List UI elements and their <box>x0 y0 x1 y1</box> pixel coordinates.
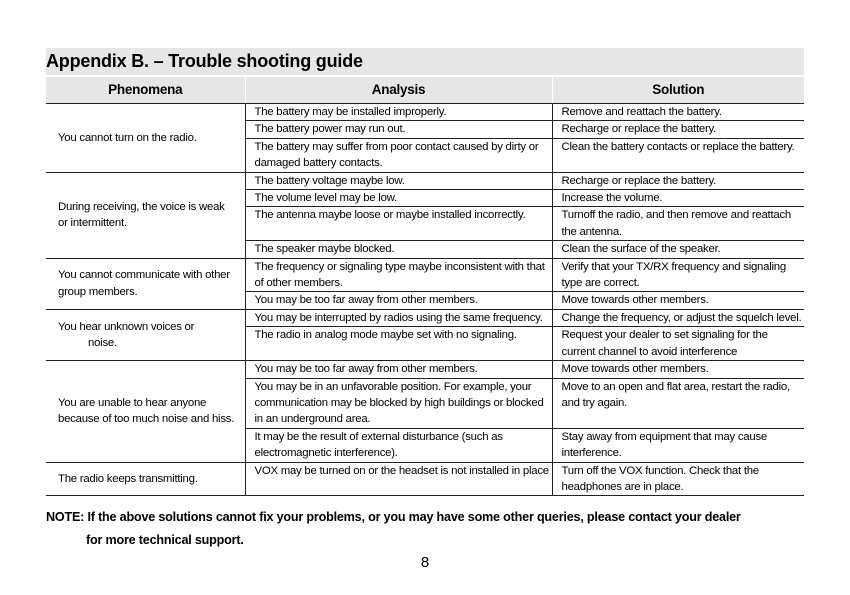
phenomenon-cell <box>46 309 245 360</box>
analysis-cell: The volume level may be low. <box>245 190 552 207</box>
solution-cell: Turnoff the radio, and then remove and reattach the antenna. <box>552 207 804 241</box>
analysis-cell: The battery may be installed improperly. <box>245 104 552 121</box>
solution-cell: Clean the surface of the speaker. <box>552 241 804 258</box>
solution-cell: Move towards other members. <box>552 361 804 378</box>
column-header-solution: Solution <box>552 77 804 104</box>
solution-cell: Change the frequency, or adjust the squelch level. <box>552 309 804 326</box>
phenomenon-line: noise. <box>88 336 117 349</box>
analysis-cell: You may be too far away from other members. <box>245 292 552 309</box>
analysis-cell: You may be in an unfavorable position. For example, your communication may be blocked by high buildings or blocked in an underground area. <box>245 378 552 428</box>
phenomenon-cell: You cannot turn on the radio. <box>46 104 245 173</box>
column-header-phenomena: Phenomena <box>46 77 245 104</box>
solution-cell: Remove and reattach the battery. <box>552 104 804 121</box>
analysis-cell: The battery voltage maybe low. <box>245 172 552 189</box>
solution-cell: Increase the volume. <box>552 190 804 207</box>
table-row <box>46 361 804 378</box>
table-row <box>46 258 804 292</box>
analysis-cell: The battery power may run out. <box>245 121 552 138</box>
note-text: NOTE: If the above solutions cannot fix your problems, or you may have some other queries, please contact your dealer <box>46 510 741 524</box>
analysis-cell: The speaker maybe blocked. <box>245 241 552 258</box>
phenomenon-line: You hear unknown voices or <box>58 320 195 333</box>
solution-cell: Recharge or replace the battery. <box>552 121 804 138</box>
analysis-cell: The antenna maybe loose or maybe installed incorrectly. <box>245 207 552 241</box>
analysis-cell: The frequency or signaling type maybe inconsistent with that of other members. <box>245 258 552 292</box>
solution-cell: Turn off the VOX function. Check that the headphones are in place. <box>552 462 804 496</box>
table-row <box>46 172 804 189</box>
table-header-row <box>46 77 804 104</box>
solution-cell: Request your dealer to set signaling for the current channel to avoid interference <box>552 327 804 361</box>
phenomenon-cell: The radio keeps transmitting. <box>46 462 245 496</box>
analysis-cell: You may be too far away from other members. <box>245 361 552 378</box>
phenomenon-cell: You cannot communicate with other group members. <box>46 258 245 309</box>
solution-cell: Clean the battery contacts or replace the battery. <box>552 138 804 172</box>
table-row <box>46 309 804 326</box>
troubleshooting-table <box>46 77 804 496</box>
analysis-cell: It may be the result of external disturbance (such as electromagnetic interference). <box>245 428 552 462</box>
phenomenon-cell: You are unable to hear anyone because of too much noise and hiss. <box>46 361 245 462</box>
page-title: Appendix B. – Trouble shooting guide <box>46 48 804 75</box>
analysis-cell: The radio in analog mode maybe set with no signaling. <box>245 327 552 361</box>
solution-cell: Move to an open and flat area, restart the radio, and try again. <box>552 378 804 428</box>
solution-cell: Recharge or replace the battery. <box>552 172 804 189</box>
note-text-continued: for more technical support. <box>86 533 244 547</box>
phenomenon-cell: During receiving, the voice is weak or intermittent. <box>46 172 245 258</box>
analysis-cell: VOX may be turned on or the headset is not installed in place <box>245 462 552 496</box>
table-row <box>46 104 804 121</box>
solution-cell: Stay away from equipment that may cause interference. <box>552 428 804 462</box>
analysis-cell: You may be interrupted by radios using the same frequency. <box>245 309 552 326</box>
solution-cell: Verify that your TX/RX frequency and signaling type are correct. <box>552 258 804 292</box>
column-header-analysis: Analysis <box>245 77 552 104</box>
solution-cell: Move towards other members. <box>552 292 804 309</box>
page-number: 8 <box>420 554 430 571</box>
table-row <box>46 462 804 496</box>
analysis-cell: The battery may suffer from poor contact caused by dirty or damaged battery contacts. <box>245 138 552 172</box>
